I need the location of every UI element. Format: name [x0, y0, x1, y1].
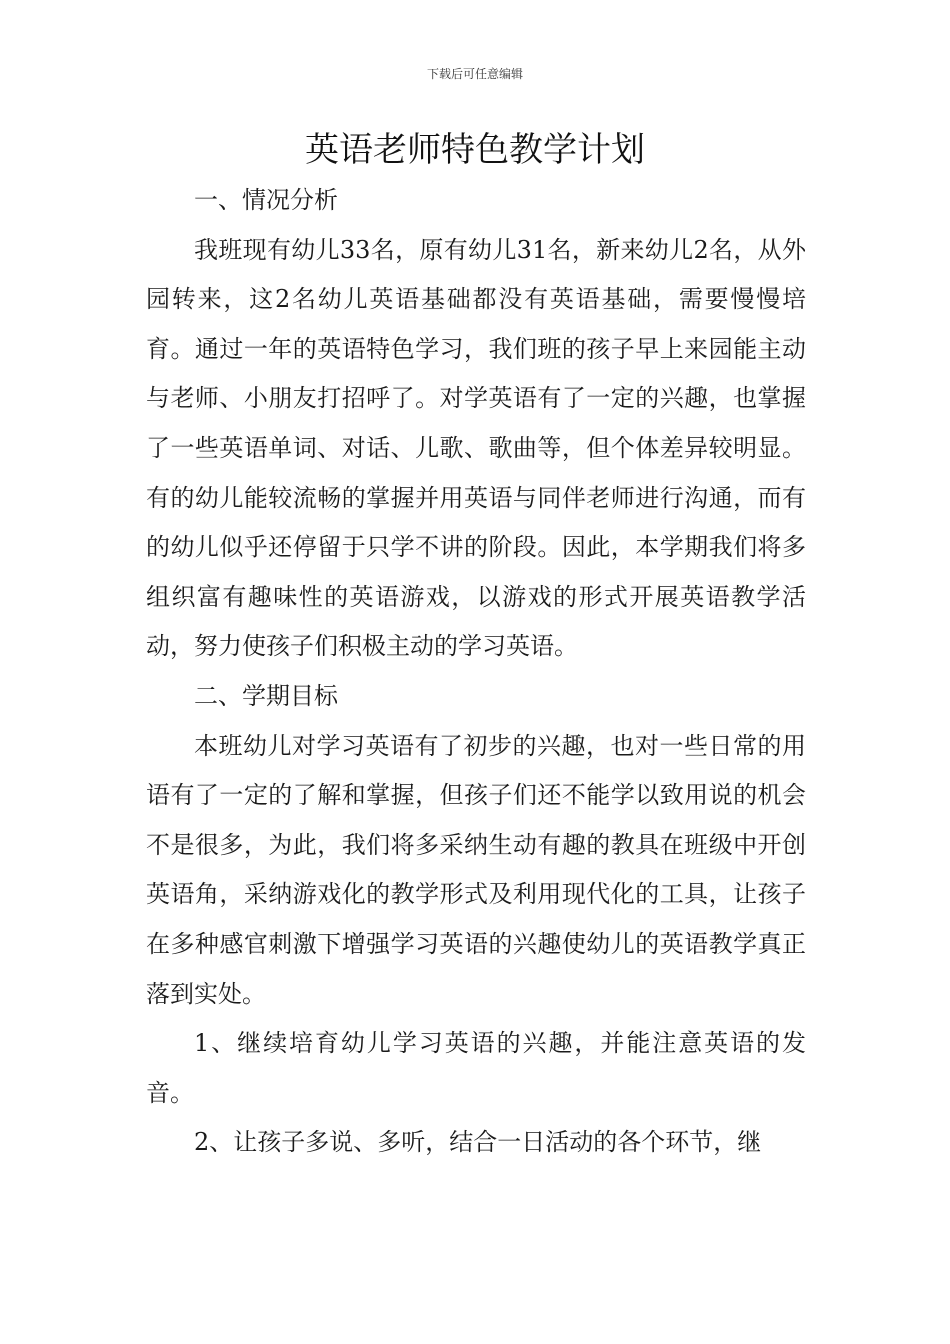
paragraph-situation-analysis: 我班现有幼儿33名，原有幼儿31名，新来幼儿2名，从外园转来，这2名幼儿英语基础都没有英语基础，需要慢慢培育。通过一年的英语特色学习，我们班的孩子早上来园能主动与老师、小朋友打招呼了。对学英语有了一定的兴趣，也掌握了一些英语单词、对话、儿歌、歌曲等，但个体差异较明显。有的幼儿能较流畅的掌握并用英语与同伴老师进行沟通，而有的幼儿似乎还停留于只学不讲的阶段。因此，本学期我们将多组织富有趣味性的英语游戏，以游戏的形式开展英语教学活动，努力使孩子们积极主动的学习英语。	[146, 235, 806, 661]
goal-item-1: 1、继续培育幼儿学习英语的兴趣，并能注意英语的发音。	[146, 1029, 806, 1107]
paragraph-semester-goals: 本班幼儿对学习英语有了初步的兴趣，也对一些日常的用语有了一定的了解和掌握，但孩子们还不能学以致用说的机会不是很多，为此，我们将多采纳生动有趣的教具在班级中开创英语角，采纳游戏化的教学形式及利用现代化的工具，让孩子在多种感官刺激下增强学习英语的兴趣使幼儿的英语教学真正落到实处。	[146, 731, 806, 1008]
header-note: 下载后可任意编辑	[426, 67, 523, 81]
section-heading-situation-analysis: 一、情况分析	[194, 186, 338, 214]
document-body	[146, 176, 806, 1168]
goal-item-2: 2、让孩子多说、多听，结合一日活动的各个环节，继	[194, 1128, 762, 1157]
document-title: 英语老师特色教学计划	[305, 130, 645, 170]
section-heading-semester-goals: 二、学期目标	[194, 681, 338, 710]
